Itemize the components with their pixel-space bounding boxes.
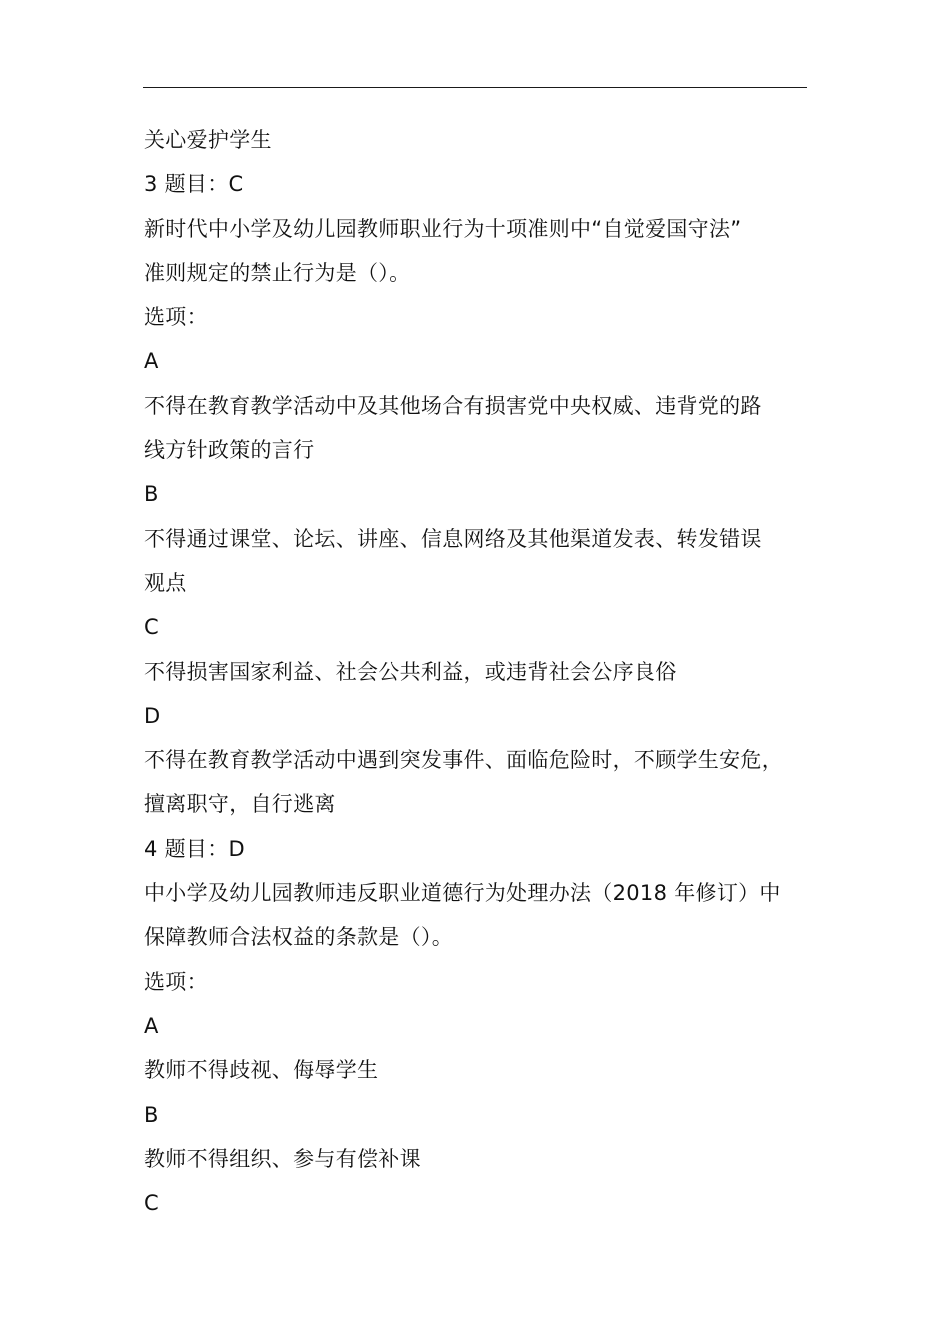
option-c-text: 不得损害国家利益、社会公共利益，或违背社会公序良俗 — [144, 659, 677, 684]
question-4-text: 中小学及幼儿园教师违反职业道德行为处理办法（2018 年修订）中 — [144, 881, 781, 906]
option-letter-b: B — [144, 1102, 159, 1127]
options-label: 选项： — [144, 305, 208, 330]
option-letter-c: C — [144, 1191, 159, 1216]
option-b-text: 教师不得组织、参与有偿补课 — [144, 1146, 421, 1171]
question-4-header: 4 题目：D — [144, 836, 246, 861]
option-a-text: 教师不得歧视、侮辱学生 — [144, 1058, 379, 1083]
option-letter-c: C — [144, 615, 159, 640]
question-3-text-cont: 准则规定的禁止行为是（）。 — [144, 260, 411, 285]
option-letter-d: D — [144, 703, 161, 728]
option-a-text-cont: 线方针政策的言行 — [144, 438, 315, 463]
option-a-text: 不得在教育教学活动中及其他场合有损害党中央权威、违背党的路 — [144, 393, 762, 418]
option-letter-a: A — [144, 1013, 159, 1038]
question-3-header: 3 题目：C — [144, 172, 244, 197]
option-letter-a: A — [144, 349, 159, 374]
option-d-text: 不得在教育教学活动中遇到突发事件、面临危险时，不顾学生安危， — [144, 748, 783, 773]
header-rule — [143, 87, 807, 88]
question-3-text: 新时代中小学及幼儿园教师职业行为十项准则中“自觉爱国守法” — [144, 216, 742, 241]
document-body — [144, 118, 824, 1225]
question-4-text-cont: 保障教师合法权益的条款是（）。 — [144, 925, 453, 950]
options-label: 选项： — [144, 969, 208, 994]
answer-text: 关心爱护学生 — [144, 128, 272, 152]
option-letter-b: B — [144, 482, 159, 507]
option-b-text-cont: 观点 — [144, 570, 187, 595]
option-b-text: 不得通过课堂、论坛、讲座、信息网络及其他渠道发表、转发错误 — [144, 526, 762, 551]
option-d-text-cont: 擅离职守，自行逃离 — [144, 792, 336, 817]
